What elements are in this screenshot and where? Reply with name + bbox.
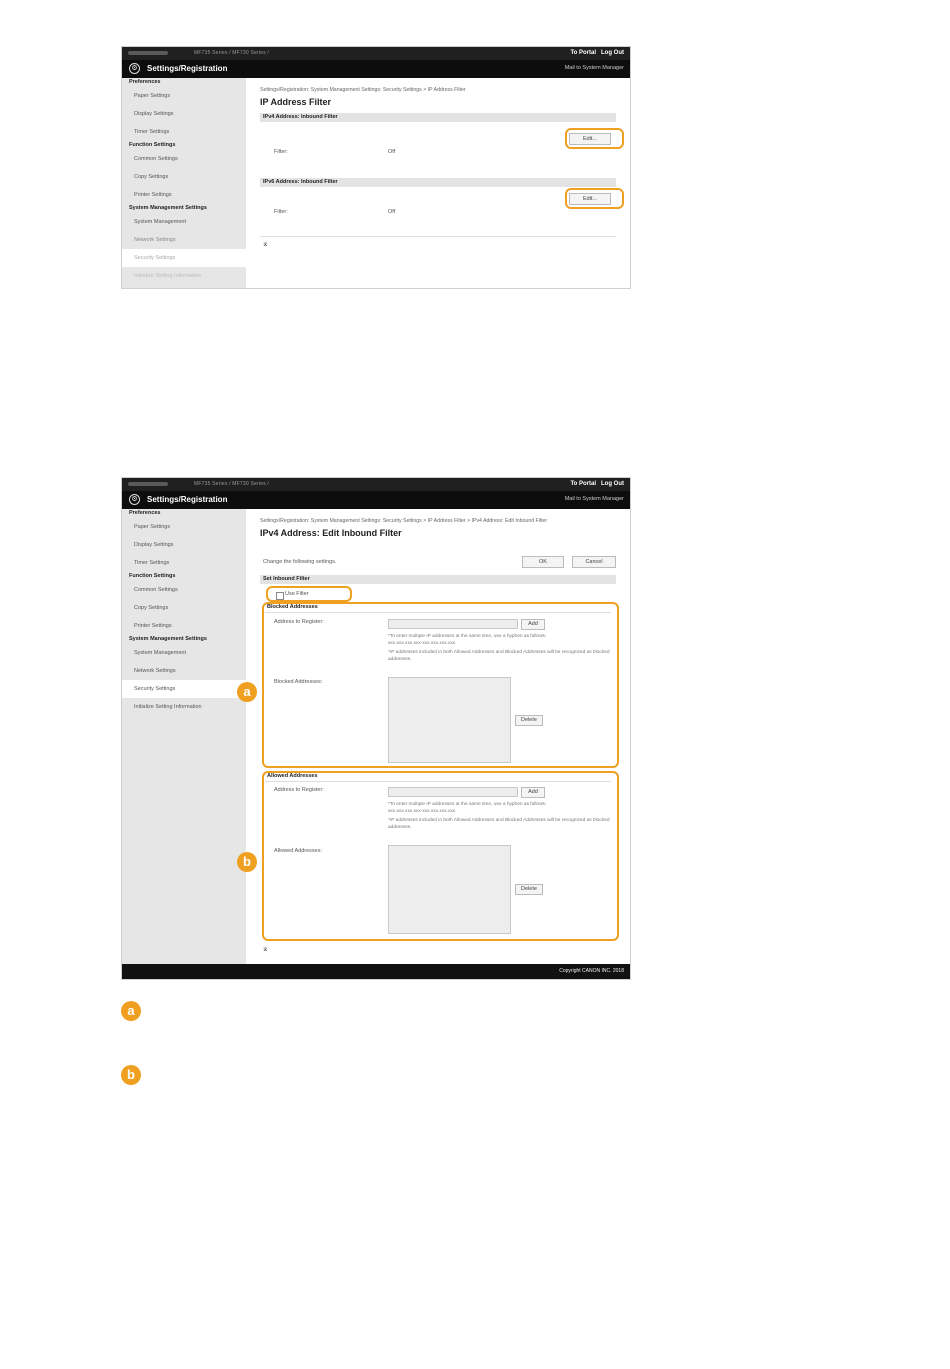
- allowed-addresses-highlight: [262, 771, 619, 941]
- app-title: Settings/Registration: [147, 64, 228, 73]
- sidebar-item-security[interactable]: Security Settings: [122, 680, 246, 698]
- blocked-addresses-label: Blocked Addresses:: [274, 679, 323, 685]
- ipv6-edit-highlight: [565, 188, 624, 209]
- sidebar-item-network[interactable]: Network Settings: [134, 237, 176, 243]
- set-inbound-filter-header: Set Inbound Filter: [260, 575, 616, 584]
- device-name: [128, 51, 168, 55]
- breadcrumb: Settings/Registration: System Management Settings: Security Settings > IP Address Filter > IPv4 Address: Edit Inbound Filter: [260, 518, 548, 524]
- blocked-add-button[interactable]: Add: [521, 619, 545, 630]
- blocked-note-1: *To enter multiple IP addresses at the same time, use a hyphen as follows:: [388, 634, 547, 639]
- footer: [122, 964, 630, 979]
- allowed-addresses-label: Allowed Addresses:: [274, 848, 322, 854]
- ok-button[interactable]: OK: [522, 556, 564, 568]
- allowed-note-1b: xxx.xxx.xxx.xxx-xxx.xxx.xxx.xxx: [388, 809, 456, 814]
- sidebar: [122, 78, 246, 289]
- sidebar-item-init[interactable]: Initialize Setting Information: [134, 273, 202, 279]
- sidebar-item-init[interactable]: Initialize Setting Information: [134, 704, 202, 710]
- legend-badge-a-icon: a: [121, 1001, 141, 1021]
- sidebar-item-system[interactable]: System Management: [134, 219, 186, 225]
- sidebar-item-paper[interactable]: Paper Settings: [134, 93, 171, 99]
- sidebar-group-preferences: Preferences: [129, 510, 161, 516]
- sidebar-item-security[interactable]: Security Settings: [122, 249, 246, 267]
- blocked-addresses-highlight: [262, 602, 619, 768]
- ipv4-filter-value: Off: [388, 149, 396, 155]
- sidebar-item-paper[interactable]: Paper Settings: [134, 524, 171, 530]
- ipv6-section-header: IPv6 Address: Inbound Filter: [260, 178, 616, 187]
- sidebar-item-copy[interactable]: Copy Settings: [134, 174, 169, 180]
- sidebar-group-function: Function Settings: [129, 142, 176, 148]
- top-bar: [122, 47, 630, 60]
- mail-to-manager-link[interactable]: Mail to System Manager: [564, 65, 624, 71]
- sidebar-item-system[interactable]: System Management: [134, 650, 186, 656]
- use-filter-highlight: [266, 586, 352, 602]
- sidebar-item-copy[interactable]: Copy Settings: [134, 605, 169, 611]
- window-title: MF735 Series / MF730 Series /: [194, 50, 269, 56]
- change-instructions: Change the following settings.: [263, 559, 337, 565]
- blocked-delete-button[interactable]: Delete: [515, 715, 543, 726]
- window-title: MF735 Series / MF730 Series /: [194, 481, 269, 487]
- sidebar-group-system: System Management Settings: [129, 636, 207, 642]
- allowed-section-header: Allowed Addresses: [267, 773, 318, 779]
- sidebar-item-network[interactable]: Network Settings: [134, 668, 176, 674]
- sidebar-item-display[interactable]: Display Settings: [134, 111, 174, 117]
- to-portal-link[interactable]: To Portal: [570, 481, 596, 487]
- sidebar-group-preferences: Preferences: [129, 79, 161, 85]
- page-top-icon[interactable]: ⌅: [262, 239, 269, 248]
- divider: [260, 236, 616, 237]
- main-content: [260, 87, 616, 288]
- badge-a-icon: a: [237, 682, 257, 702]
- cancel-button[interactable]: Cancel: [572, 556, 616, 568]
- ipv4-filter-label: Filter:: [274, 149, 288, 155]
- blocked-section-header: Blocked Addresses: [267, 604, 318, 610]
- app-header: [122, 60, 630, 78]
- app-header: [122, 491, 630, 509]
- ipv6-filter-label: Filter:: [274, 209, 288, 215]
- log-out-link[interactable]: Log Out: [601, 50, 624, 56]
- allowed-add-button[interactable]: Add: [521, 787, 545, 798]
- page-title: IP Address Filter: [260, 97, 332, 107]
- allowed-delete-button[interactable]: Delete: [515, 884, 543, 895]
- sidebar-item-common[interactable]: Common Settings: [134, 156, 178, 162]
- sidebar-item-display[interactable]: Display Settings: [134, 542, 174, 548]
- blocked-note-2: *IP addresses included in both Allowed Addresses and Blocked Addresses will be recognized as blocked addresses.: [388, 650, 610, 662]
- ipv6-filter-value: Off: [388, 209, 396, 215]
- sidebar-item-timer[interactable]: Timer Settings: [134, 129, 170, 135]
- allowed-note-2: *IP addresses included in both Allowed Addresses and Blocked Addresses will be recognized as blocked addresses.: [388, 818, 610, 830]
- sidebar-item-printer[interactable]: Printer Settings: [134, 623, 172, 629]
- sidebar-item-printer[interactable]: Printer Settings: [134, 192, 172, 198]
- ipv4-section-header: IPv4 Address: Inbound Filter: [260, 113, 616, 122]
- settings-gear-icon: ⚙: [129, 494, 140, 505]
- sidebar-group-system: System Management Settings: [129, 205, 207, 211]
- blocked-address-to-register-label: Address to Register:: [274, 619, 324, 625]
- settings-gear-icon: ⚙: [129, 63, 140, 74]
- sidebar-item-timer[interactable]: Timer Settings: [134, 560, 170, 566]
- sidebar-item-common[interactable]: Common Settings: [134, 587, 178, 593]
- ipv4-edit-highlight: [565, 128, 624, 149]
- ipv6-edit-button[interactable]: Edit...: [569, 193, 611, 205]
- page-top-icon[interactable]: ⌅: [262, 944, 269, 953]
- screenshot-edit-inbound-filter: [121, 477, 631, 980]
- app-title: Settings/Registration: [147, 495, 228, 504]
- blocked-note-1b: xxx.xxx.xxx.xxx-xxx.xxx.xxx.xxx: [388, 641, 456, 646]
- sidebar-group-function: Function Settings: [129, 573, 176, 579]
- top-bar: [122, 478, 630, 491]
- sidebar: [122, 509, 246, 965]
- page-title: IPv4 Address: Edit Inbound Filter: [260, 528, 402, 538]
- to-portal-link[interactable]: To Portal: [570, 50, 596, 56]
- breadcrumb: Settings/Registration: System Management Settings: Security Settings > IP Address Filter: [260, 87, 466, 93]
- log-out-link[interactable]: Log Out: [601, 481, 624, 487]
- use-filter-label: Use Filter: [285, 591, 309, 597]
- ipv4-edit-button[interactable]: Edit...: [569, 133, 611, 145]
- copyright: Copyright CANON INC. 2018: [559, 968, 624, 974]
- legend-badge-b-icon: b: [121, 1065, 141, 1085]
- device-name: [128, 482, 168, 486]
- allowed-address-to-register-label: Address to Register:: [274, 787, 324, 793]
- mail-to-manager-link[interactable]: Mail to System Manager: [564, 496, 624, 502]
- badge-b-icon: b: [237, 852, 257, 872]
- allowed-note-1: *To enter multiple IP addresses at the same time, use a hyphen as follows:: [388, 802, 547, 807]
- screenshot-ip-address-filter: [121, 46, 631, 289]
